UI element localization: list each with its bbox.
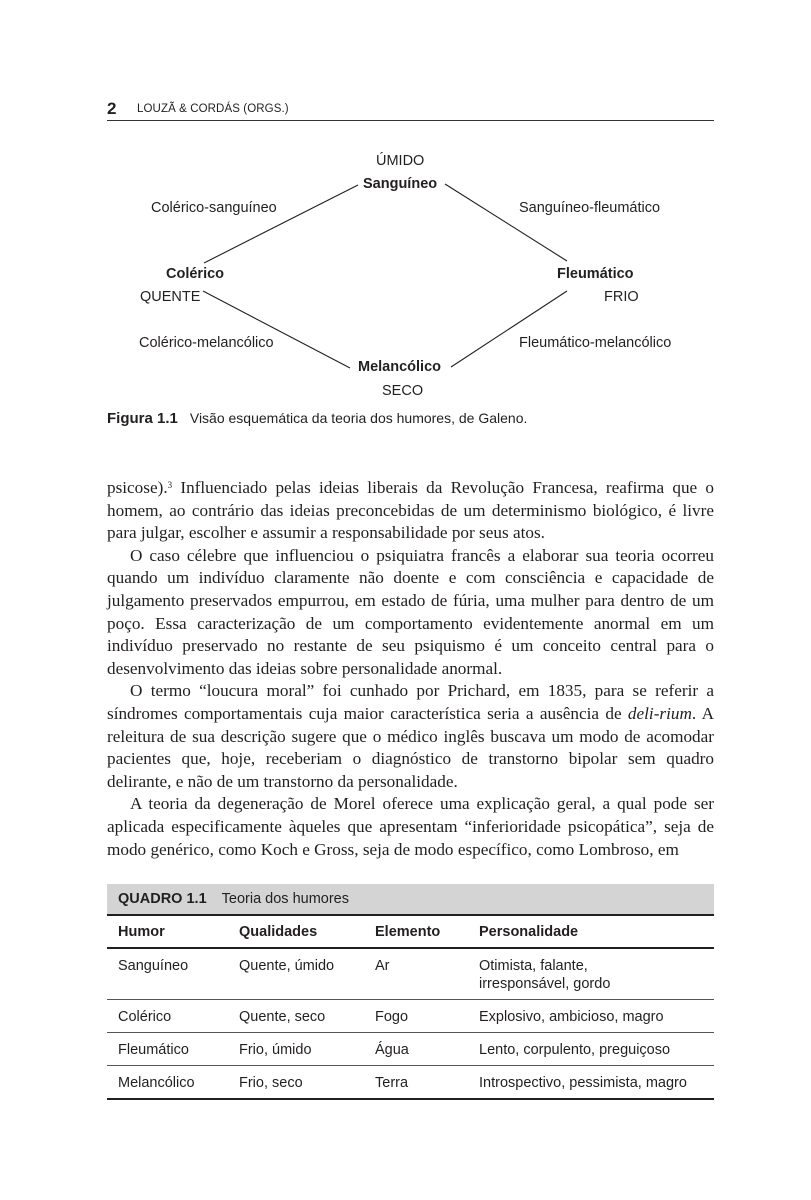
paragraph-1-start: psicose). — [107, 478, 168, 497]
cell-elemento: Terra — [364, 1066, 468, 1100]
edge-label-top-left: Colérico-sanguíneo — [151, 200, 277, 216]
edge-line-top-right — [445, 184, 567, 261]
footnote-ref: 3 — [167, 480, 173, 490]
paragraph-4: A teoria da degeneração de Morel oferece uma explicação geral, a qual pode ser aplicada especificamente àqueles que apresentam “inferioridade psicopática”, seja de modo genérico, como Koch e Gross, seja de modo específico, como Lombroso, em — [107, 794, 714, 859]
cell-elemento: Ar — [364, 948, 468, 1000]
figure-number: Figura 1.1 — [107, 410, 178, 427]
cell-humor: Colérico — [107, 1000, 228, 1033]
quality-right: FRIO — [604, 289, 639, 305]
paragraph-2: O caso célebre que influenciou o psiquiatra francês a elaborar sua teoria ocorreu quando um indivíduo claramente não doente e com consciência e capacidade de julgamento preservados empurrou, em estado de fúria, uma mulher para dentro de um poço. Essa caracterização de um comportamento evidentemente anormal em um indivíduo preservado no restante de seu psiquismo é um conceito central para o desenvolvimento das ideias sobre personalidade anormal. — [107, 545, 714, 678]
node-sanguineo: Sanguíneo — [363, 176, 438, 192]
running-header — [107, 100, 714, 121]
column-header-elemento: Elemento — [364, 916, 468, 948]
table-row — [107, 948, 714, 1000]
quality-left: QUENTE — [140, 289, 201, 305]
humors-diagram — [0, 140, 811, 405]
edge-label-bottom-right: Fleumático-melancólico — [519, 335, 672, 351]
figure-caption-text: Visão esquemática da teoria dos humores, de Galeno. — [189, 410, 528, 426]
paragraph-3 — [107, 680, 714, 793]
paragraph-1 — [107, 477, 714, 545]
column-header-qualidades: Qualidades — [228, 916, 364, 948]
cell-elemento: Água — [364, 1033, 468, 1066]
edge-label-bottom-left: Colérico-melancólico — [139, 335, 274, 351]
column-header-humor: Humor — [107, 916, 228, 948]
cell-qualidades: Quente, úmido — [228, 948, 364, 1000]
running-title: LOUZÃ & CORDÁS (ORGS.) — [137, 103, 289, 115]
cell-personalidade: Explosivo, ambicioso, magro — [468, 1000, 714, 1033]
quality-bottom: SECO — [382, 383, 424, 399]
node-melancolico: Melancólico — [358, 359, 441, 375]
paragraph-3-start: O termo “loucura moral” foi cunhado por Prichard, em 1835, para se referir a síndromes comportamentais cuja maior característica seria a ausência de — [107, 681, 714, 723]
cell-humor: Fleumático — [107, 1033, 228, 1066]
edge-line-bottom-left — [203, 291, 350, 368]
cell-qualidades: Frio, seco — [228, 1066, 364, 1100]
table-row — [107, 1000, 714, 1033]
table-row — [107, 1066, 714, 1100]
edge-label-top-right: Sanguíneo-fleumático — [519, 200, 661, 216]
quadro-number: QUADRO 1.1 — [118, 891, 207, 907]
table-header-row — [107, 916, 714, 948]
node-fleumatico: Fleumático — [557, 266, 634, 282]
cell-qualidades: Frio, úmido — [228, 1033, 364, 1066]
paragraph-3-rest: . A releitura de sua descrição sugere que o médico inglês buscava um modo de acomodar pacientes que, hoje, receberiam o diagnóstico de transtorno bipolar sem quadro delirante, e não de um transtorno da personalidade. — [107, 703, 714, 791]
edge-line-top-left — [204, 185, 358, 263]
delirium-term: deli-rium — [627, 703, 692, 723]
cell-personalidade: Otimista, falante, irresponsável, gordo — [468, 948, 714, 1000]
paragraph-1-rest: Influenciado pelas ideias liberais da Revolução Francesa, reafirma que o homem, ao contrário das ideias preconcebidas de um determinismo biológico, é livre para julgar, escolher e assumir a responsabilidade por seus atos. — [107, 478, 714, 543]
cell-qualidades: Quente, seco — [228, 1000, 364, 1033]
humors-table — [107, 916, 714, 1100]
column-header-personalidade: Personalidade — [468, 916, 714, 948]
quadro-table — [107, 884, 714, 1100]
figure-caption — [107, 410, 527, 427]
quadro-title: Teoria dos humores — [221, 891, 349, 907]
page-number: 2 — [107, 99, 117, 118]
cell-personalidade: Lento, corpulento, preguiçoso — [468, 1033, 714, 1066]
node-colerico: Colérico — [166, 266, 225, 282]
body-text — [107, 477, 714, 861]
quality-top: ÚMIDO — [376, 153, 425, 169]
table-row — [107, 1033, 714, 1066]
cell-humor: Sanguíneo — [107, 948, 228, 1000]
cell-elemento: Fogo — [364, 1000, 468, 1033]
cell-humor: Melancólico — [107, 1066, 228, 1100]
quadro-title-bar — [107, 884, 714, 916]
edge-line-bottom-right — [451, 291, 567, 367]
cell-personalidade: Introspectivo, pessimista, magro — [468, 1066, 714, 1100]
